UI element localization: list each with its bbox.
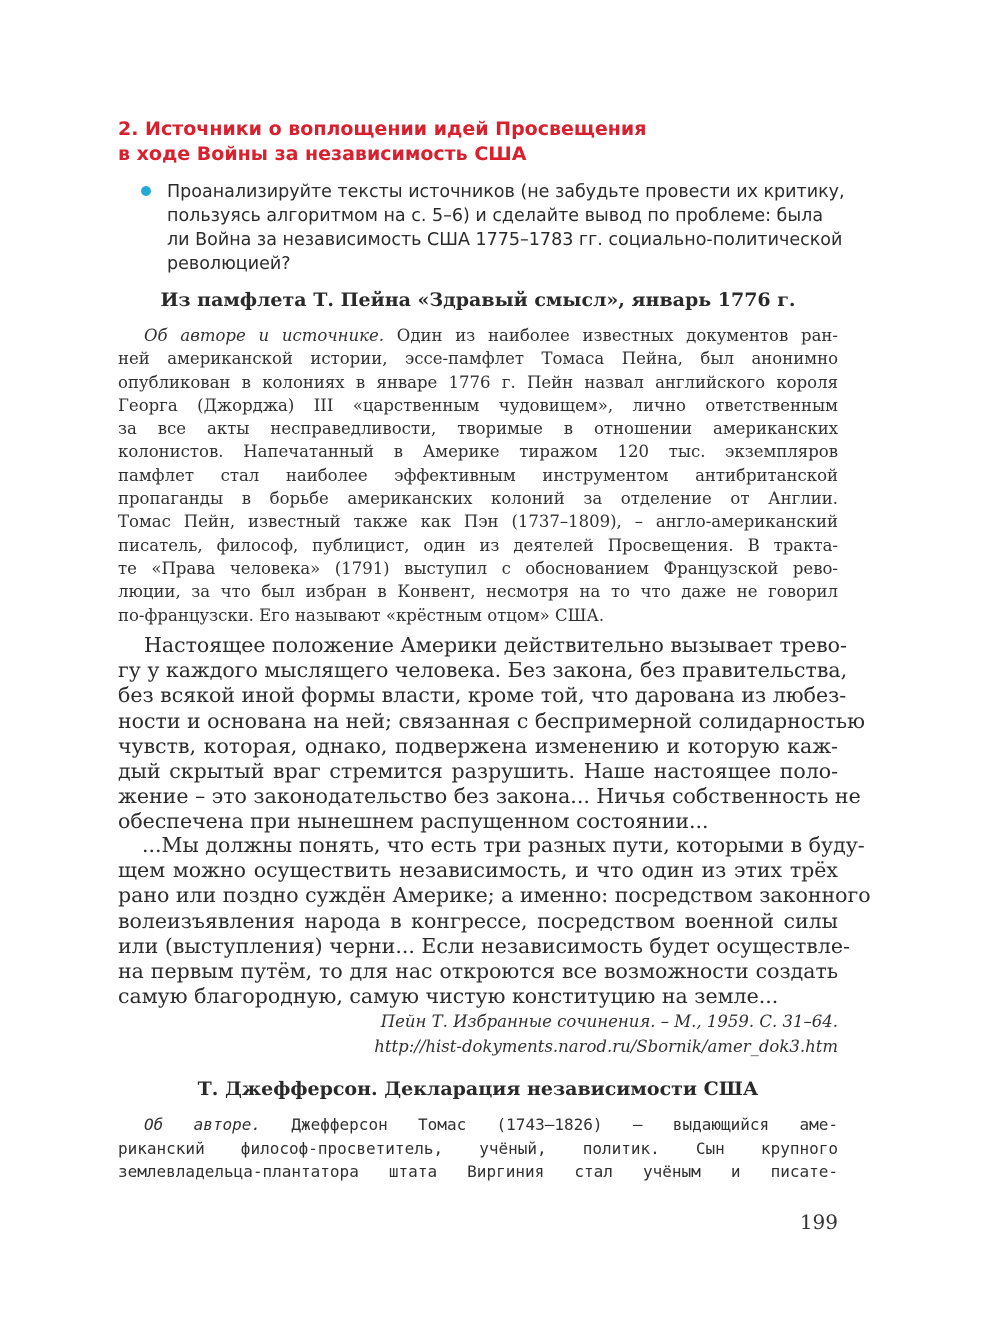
about-line: писатель, философ, публицист, один из деятелей Просвещения. В тракта- — [118, 535, 838, 555]
about-line: люции, за что был избран в Конвент, несмотря на то что даже не говорил — [118, 582, 838, 602]
bullet-icon — [141, 186, 151, 196]
task-line: революцией? — [167, 254, 291, 274]
quote-line: волеизъявления народа в конгрессе, посредством военной силы — [118, 908, 838, 933]
about-line: за все акты несправедливости, творимые в отношении американских — [118, 419, 838, 439]
about-text: Джефферсон Томас (1743–1826) – выдающийся аме- — [291, 1115, 838, 1134]
about-line: те «Права человека» (1791) выступил с обоснованием Французской рево- — [118, 558, 838, 578]
about-line — [118, 324, 838, 347]
task-text — [167, 180, 845, 276]
quote-line: ности и основана на ней; связанная с беспримерной солидарностью — [118, 708, 865, 733]
source1-url: http://hist-dokyments.narod.ru/Sbornik/amer_dok3.htm — [374, 1037, 838, 1056]
about-line — [118, 1113, 838, 1137]
source1-about — [118, 324, 838, 627]
section-title — [118, 117, 838, 167]
page-number: 199 — [799, 1210, 838, 1234]
quote-line: гу у каждого мыслящего человека. Без закона, без правительства, — [118, 658, 848, 683]
about-label: Об авторе. — [144, 1115, 262, 1134]
task-line: ли Война за независимость США 1775–1783 гг. социально-политической — [167, 230, 843, 250]
section-title-line: 2. Источники о воплощении идей Просвещения — [118, 118, 647, 140]
quote-line: дый скрытый враг стремится разрушить. Наше настоящее поло- — [118, 759, 838, 784]
about-line: Георга (Джорджа) III «царственным чудовищем», лично ответственным — [118, 395, 838, 415]
source2-heading: Т. Джефферсон. Декларация независимости США — [197, 1078, 759, 1100]
quote-line: щем можно осуществить независимость, и что один из этих трёх — [118, 858, 838, 883]
source1-citation: Пейн Т. Избранные сочинения. – М., 1959. С. 31–64. — [380, 1012, 838, 1031]
quote-paragraph-1 — [118, 633, 865, 835]
quote-line: на первым путём, то для нас откроются все возможности создать — [118, 959, 838, 984]
about-line: ней американской истории, эссе-памфлет Томаса Пейна, был анонимно — [118, 349, 838, 369]
task-line: Проанализируйте тексты источников (не забудьте провести их критику, — [167, 182, 845, 202]
quote-line: без всякой иной формы власти, кроме той, что дарована из любез- — [118, 683, 847, 708]
quote-line: Настоящее положение Америки действительно вызывает трево- — [144, 633, 847, 657]
about-text: Один из наиболее известных документов ран- — [396, 326, 838, 345]
about-line: землевладельца-плантатора штата Виргиния стал учёным и писате- — [118, 1162, 838, 1181]
quote-paragraph-2 — [118, 833, 871, 1009]
about-line: Томас Пейн, известный также как Пэн (1737–1809), – англо-американский — [118, 512, 838, 532]
about-line: памфлет стал наиболее эффективным инструментом антибританской — [118, 465, 838, 485]
about-line: по-французски. Его называют «крёстным отцом» США. — [118, 605, 605, 625]
about-line: пропаганды в борьбе американских колоний за отделение от Англии. — [118, 489, 838, 509]
task-block — [141, 180, 845, 276]
about-label: Об авторе и источнике. — [144, 326, 384, 345]
section-title-line: в ходе Войны за независимость США — [118, 143, 527, 165]
quote-line: обеспечена при нынешнем распущенном состоянии... — [118, 809, 709, 834]
about-line: колонистов. Напечатанный в Америке тиражом 120 тыс. экземпляров — [118, 442, 838, 462]
source2-about — [118, 1113, 838, 1184]
quote-line: рано или поздно суждён Америке; а именно: посредством законного — [118, 883, 871, 908]
about-line: риканский философ-просветитель, учёный, политик. Сын крупного — [118, 1138, 838, 1158]
quote-line: или (выступления) черни... Если независимость будет осуществле- — [118, 933, 850, 958]
quote-line: жение – это законодательство без закона... Ничья собственность не — [118, 784, 861, 809]
quote-line: чувств, которая, однако, подвержена изменению и которую каж- — [118, 733, 838, 758]
quote-line: самую благородную, самую чистую конституцию на земле... — [118, 984, 779, 1009]
quote-line: ...Мы должны понять, что есть три разных пути, которыми в буду- — [142, 833, 865, 857]
task-line: пользуясь алгоритмом на с. 5–6) и сделайте вывод по проблеме: была — [167, 206, 824, 226]
source1-heading: Из памфлета Т. Пейна «Здравый смысл», январь 1776 г. — [160, 289, 796, 311]
about-line: опубликован в колониях в январе 1776 г. Пейн назвал английского короля — [118, 372, 838, 392]
